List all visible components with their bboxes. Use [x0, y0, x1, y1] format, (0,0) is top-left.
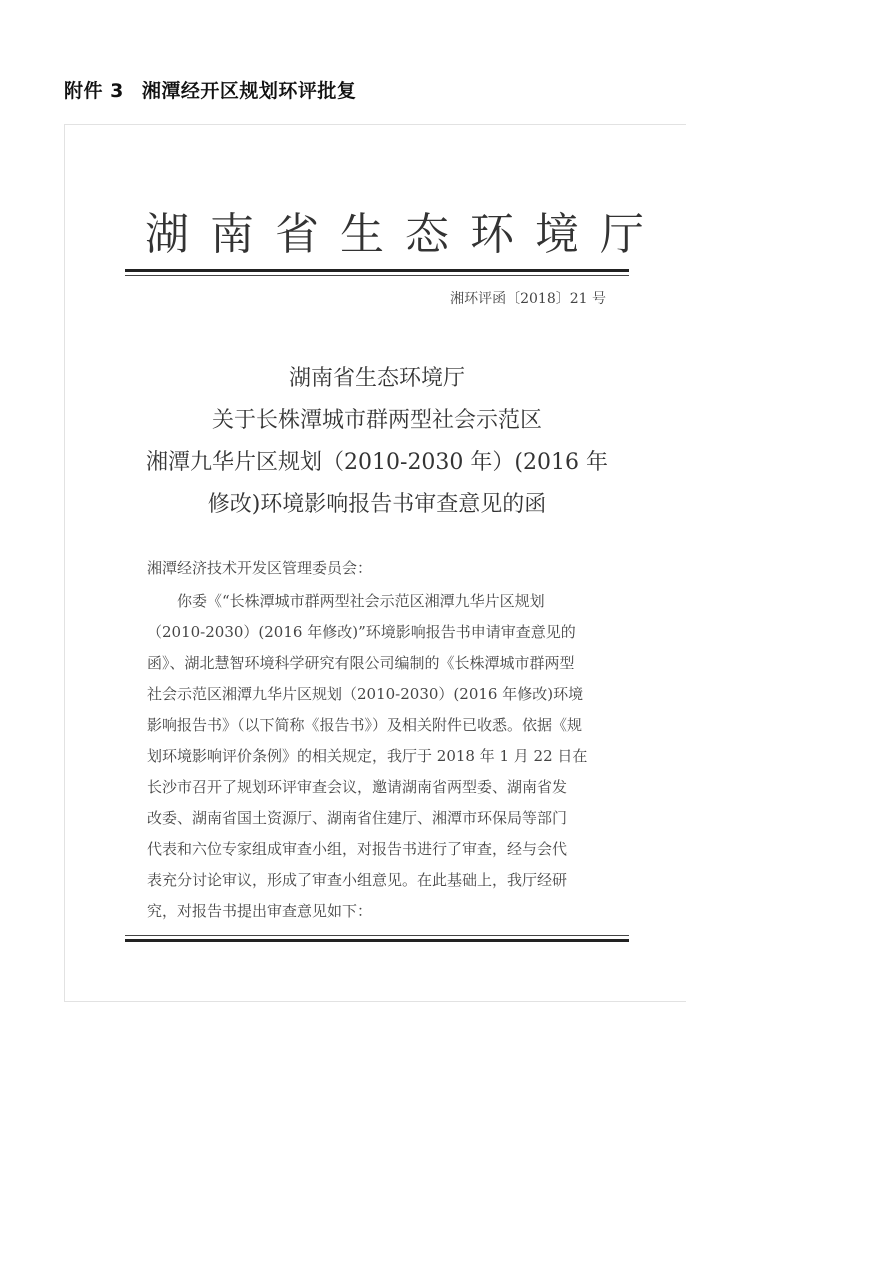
- document-number: 湘环评函〔2018〕21 号: [450, 291, 606, 307]
- document-title-line: 湖南省生态环境厅: [288, 366, 465, 391]
- body-line: 长沙市召开了规划环评审查会议，邀请湖南省两型委、湖南省发: [147, 778, 568, 796]
- document-title-line: 关于长株潭城市群两型社会示范区: [211, 408, 542, 433]
- body-line: 代表和六位专家组成审查小组，对报告书进行了审查，经与会代: [147, 840, 568, 858]
- attachment-heading: [64, 76, 356, 103]
- attachment-label: 附件 3: [64, 80, 124, 102]
- body-line: 社会示范区湘潭九华片区规划（2010-2030）(2016 年修改)环境: [147, 685, 584, 703]
- body-line: 改委、湖南省国土资源厅、湖南省住建厅、湘潭市环保局等部门: [147, 809, 568, 827]
- body-line: 函》、湖北慧智环境科学研究有限公司编制的《长株潭城市群两型: [147, 654, 575, 672]
- footer-rule-thick: [125, 939, 629, 942]
- body-line: 影响报告书》（以下简称《报告书》）及相关附件已收悉。依据《规: [147, 716, 583, 734]
- document-title-line: 湘潭九华片区规划（2010-2030 年）(2016 年: [146, 450, 608, 475]
- letterhead: 湖南省生态环境厅: [145, 209, 665, 260]
- letterhead-rule-thin: [125, 275, 629, 276]
- body-line: 划环境影响评价条例》的相关规定，我厅于 2018 年 1 月 22 日在: [147, 747, 588, 765]
- scanned-letter: [64, 124, 686, 1002]
- body-line: 表充分讨论审议，形成了审查小组意见。在此基础上，我厅经研: [147, 871, 568, 889]
- body-line: 究，对报告书提出审查意见如下：: [147, 902, 373, 920]
- salutation: 湘潭经济技术开发区管理委员会：: [147, 559, 373, 577]
- body-line: 你委《“长株潭城市群两型社会示范区湘潭九华片区规划: [147, 592, 545, 610]
- body-line: （2010-2030）(2016 年修改)”环境影响报告书申请审查意见的: [147, 623, 576, 641]
- footer-rule-thin: [125, 935, 629, 936]
- letterhead-rule-thick: [125, 269, 629, 272]
- document-title-line: 修改)环境影响报告书审查意见的函: [207, 492, 547, 517]
- attachment-title: 湘潭经开区规划环评批复: [141, 80, 357, 102]
